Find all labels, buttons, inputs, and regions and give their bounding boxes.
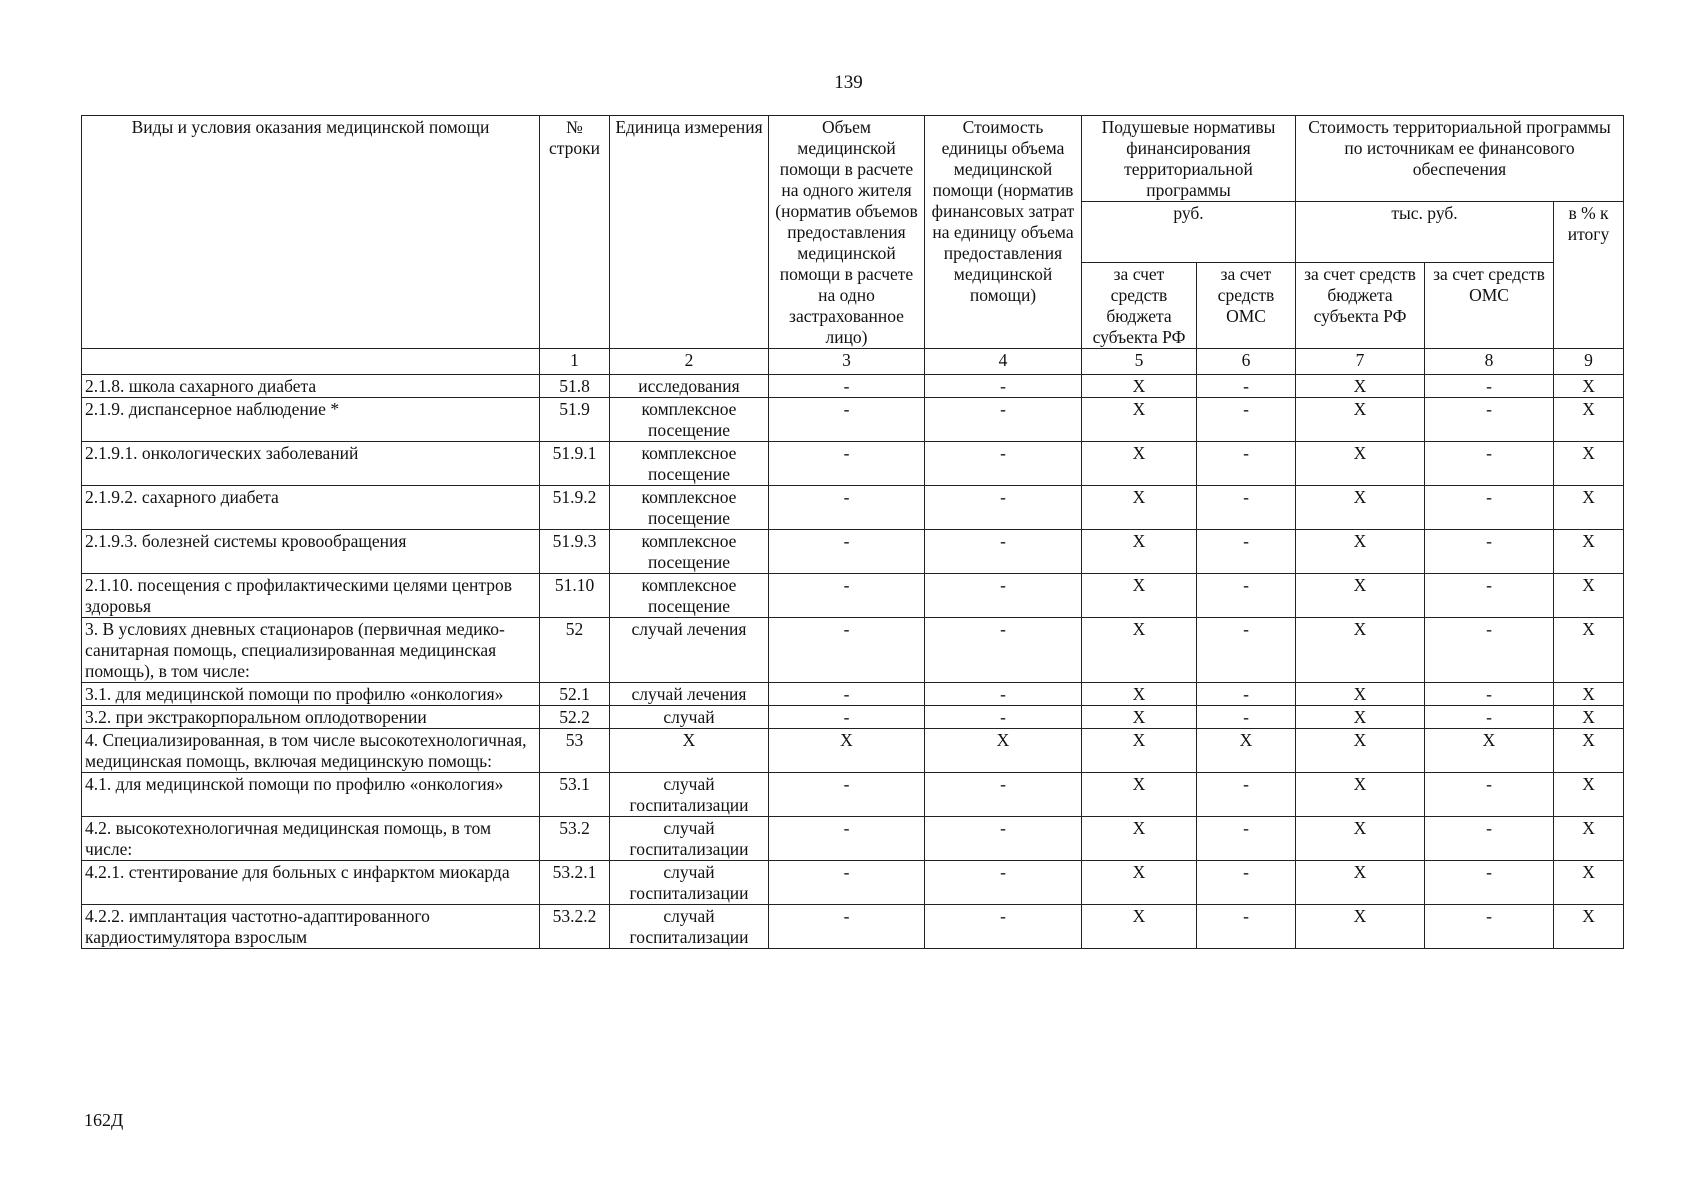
row-col6: - xyxy=(1197,375,1296,398)
row-col4: - xyxy=(925,773,1082,817)
header-per-capita: Подушевые нормативы финансирования территориальной программы xyxy=(1082,116,1296,202)
row-col4: X xyxy=(925,729,1082,773)
row-col8: - xyxy=(1425,618,1554,683)
header-kind: Виды и условия оказания медицинской помощи xyxy=(82,116,540,349)
row-col4: - xyxy=(925,618,1082,683)
row-col5: X xyxy=(1082,398,1197,442)
row-col4: - xyxy=(925,574,1082,618)
header-unit: Единица измерения xyxy=(610,116,769,349)
row-col8: - xyxy=(1425,817,1554,861)
row-col7: X xyxy=(1296,905,1425,949)
table-row xyxy=(82,905,1624,949)
row-col3: - xyxy=(769,375,925,398)
row-col6: - xyxy=(1197,442,1296,486)
row-col3: - xyxy=(769,817,925,861)
row-unit: комплексное посещение xyxy=(610,574,769,618)
row-unit: случай xyxy=(610,706,769,729)
row-unit: случай лечения xyxy=(610,683,769,706)
row-col5: X xyxy=(1082,861,1197,905)
row-name: 2.1.9.1. онкологических заболеваний xyxy=(82,442,540,486)
row-name: 3. В условиях дневных стационаров (первичная медико-санитарная помощь, специализированная медицинская помощь), в том числе: xyxy=(82,618,540,683)
row-unit: случай госпитализации xyxy=(610,773,769,817)
row-unit: комплексное посещение xyxy=(610,442,769,486)
row-col4: - xyxy=(925,683,1082,706)
row-name: 2.1.8. школа сахарного диабета xyxy=(82,375,540,398)
row-col3: - xyxy=(769,773,925,817)
row-col7: X xyxy=(1296,486,1425,530)
row-col8: - xyxy=(1425,683,1554,706)
row-col4: - xyxy=(925,375,1082,398)
row-col6: X xyxy=(1197,729,1296,773)
header-program-cost: Стоимость территориальной программы по источникам ее финансового обеспечения xyxy=(1296,116,1624,202)
row-col5: X xyxy=(1082,442,1197,486)
row-number: 52 xyxy=(540,618,610,683)
row-col7: X xyxy=(1296,773,1425,817)
row-col6: - xyxy=(1197,618,1296,683)
row-col5: X xyxy=(1082,773,1197,817)
page-number: 139 xyxy=(834,72,863,93)
row-number: 53 xyxy=(540,729,610,773)
row-col6: - xyxy=(1197,398,1296,442)
row-col3: - xyxy=(769,574,925,618)
header-oms-6: за счет средств ОМС xyxy=(1197,263,1296,349)
row-col5: X xyxy=(1082,729,1197,773)
row-unit: случай лечения xyxy=(610,618,769,683)
row-number: 53.2 xyxy=(540,817,610,861)
row-col6: - xyxy=(1197,530,1296,574)
row-col6: - xyxy=(1197,683,1296,706)
row-unit: случай госпитализации xyxy=(610,817,769,861)
row-col9: X xyxy=(1554,729,1624,773)
table-row xyxy=(82,486,1624,530)
row-col3: - xyxy=(769,905,925,949)
table-row xyxy=(82,773,1624,817)
row-col8: - xyxy=(1425,574,1554,618)
header-cost: Стоимость единицы объема медицинской помощи (норматив финансовых затрат на единицу объема предоставления медицинской помощи) xyxy=(925,116,1082,349)
row-col6: - xyxy=(1197,817,1296,861)
row-col8: - xyxy=(1425,905,1554,949)
table-row xyxy=(82,618,1624,683)
row-col3: - xyxy=(769,618,925,683)
header-thous-rub: тыс. руб. xyxy=(1296,202,1554,263)
row-col4: - xyxy=(925,817,1082,861)
row-name: 2.1.9.3. болезней системы кровообращения xyxy=(82,530,540,574)
row-col3: - xyxy=(769,706,925,729)
row-col4: - xyxy=(925,706,1082,729)
table-row xyxy=(82,530,1624,574)
row-col6: - xyxy=(1197,486,1296,530)
row-number: 51.9 xyxy=(540,398,610,442)
row-col4: - xyxy=(925,486,1082,530)
row-col9: X xyxy=(1554,442,1624,486)
row-col5: X xyxy=(1082,618,1197,683)
column-number: 2 xyxy=(610,349,769,375)
header-percent-total: в % к итогу xyxy=(1554,202,1624,349)
row-col9: X xyxy=(1554,486,1624,530)
row-col6: - xyxy=(1197,706,1296,729)
row-col5: X xyxy=(1082,683,1197,706)
table-row xyxy=(82,729,1624,773)
row-name: 4.2. высокотехнологичная медицинская помощь, в том числе: xyxy=(82,817,540,861)
row-col8: X xyxy=(1425,729,1554,773)
row-col3: - xyxy=(769,398,925,442)
column-numbers-row xyxy=(82,349,1624,375)
table-row xyxy=(82,817,1624,861)
row-col6: - xyxy=(1197,861,1296,905)
column-number xyxy=(82,349,540,375)
row-name: 3.1. для медицинской помощи по профилю «онкология» xyxy=(82,683,540,706)
row-col9: X xyxy=(1554,618,1624,683)
row-col5: X xyxy=(1082,706,1197,729)
row-col5: X xyxy=(1082,530,1197,574)
row-col9: X xyxy=(1554,574,1624,618)
row-col8: - xyxy=(1425,486,1554,530)
row-name: 4.1. для медицинской помощи по профилю «онкология» xyxy=(82,773,540,817)
row-col9: X xyxy=(1554,683,1624,706)
row-col3: - xyxy=(769,530,925,574)
row-col5: X xyxy=(1082,905,1197,949)
table-row xyxy=(82,706,1624,729)
row-col3: X xyxy=(769,729,925,773)
row-col8: - xyxy=(1425,773,1554,817)
column-number: 3 xyxy=(769,349,925,375)
row-col5: X xyxy=(1082,375,1197,398)
table-row xyxy=(82,861,1624,905)
row-number: 53.2.2 xyxy=(540,905,610,949)
row-col7: X xyxy=(1296,398,1425,442)
header-rub: руб. xyxy=(1082,202,1296,263)
row-col7: X xyxy=(1296,442,1425,486)
header-oms-8: за счет средств ОМС xyxy=(1425,263,1554,349)
row-name: 3.2. при экстракорпоральном оплодотворении xyxy=(82,706,540,729)
row-col4: - xyxy=(925,398,1082,442)
row-col5: X xyxy=(1082,486,1197,530)
row-col9: X xyxy=(1554,861,1624,905)
row-number: 51.9.2 xyxy=(540,486,610,530)
row-number: 51.9.3 xyxy=(540,530,610,574)
table-row xyxy=(82,375,1624,398)
header-volume: Объем медицинской помощи в расчете на одного жителя (норматив объемов предоставления медицинской помощи в расчете на одно застрахованное лицо) xyxy=(769,116,925,349)
row-unit: комплексное посещение xyxy=(610,486,769,530)
row-number: 53.2.1 xyxy=(540,861,610,905)
column-number: 7 xyxy=(1296,349,1425,375)
column-number: 9 xyxy=(1554,349,1624,375)
header-budget-7: за счет средств бюджета субъекта РФ xyxy=(1296,263,1425,349)
row-col8: - xyxy=(1425,530,1554,574)
row-col3: - xyxy=(769,442,925,486)
column-number: 8 xyxy=(1425,349,1554,375)
row-col9: X xyxy=(1554,375,1624,398)
column-number: 4 xyxy=(925,349,1082,375)
row-col9: X xyxy=(1554,817,1624,861)
column-number: 5 xyxy=(1082,349,1197,375)
row-col4: - xyxy=(925,442,1082,486)
row-col7: X xyxy=(1296,861,1425,905)
row-number: 52.1 xyxy=(540,683,610,706)
row-col7: X xyxy=(1296,375,1425,398)
column-number: 1 xyxy=(540,349,610,375)
row-name: 2.1.10. посещения с профилактическими целями центров здоровья xyxy=(82,574,540,618)
column-number: 6 xyxy=(1197,349,1296,375)
row-col3: - xyxy=(769,486,925,530)
row-number: 51.10 xyxy=(540,574,610,618)
row-col6: - xyxy=(1197,905,1296,949)
row-col4: - xyxy=(925,905,1082,949)
row-col8: - xyxy=(1425,398,1554,442)
row-col9: X xyxy=(1554,905,1624,949)
row-name: 4.2.2. имплантация частотно-адаптированного кардиостимулятора взрослым xyxy=(82,905,540,949)
row-col7: X xyxy=(1296,574,1425,618)
medical-care-table xyxy=(81,115,1624,949)
row-col9: X xyxy=(1554,398,1624,442)
document-code: 162Д xyxy=(84,1110,124,1130)
row-col5: X xyxy=(1082,574,1197,618)
row-col6: - xyxy=(1197,773,1296,817)
row-col8: - xyxy=(1425,442,1554,486)
row-name: 4.2.1. стентирование для больных с инфарктом миокарда xyxy=(82,861,540,905)
row-unit: случай госпитализации xyxy=(610,861,769,905)
table-row xyxy=(82,574,1624,618)
row-number: 52.2 xyxy=(540,706,610,729)
row-number: 53.1 xyxy=(540,773,610,817)
row-name: 2.1.9.2. сахарного диабета xyxy=(82,486,540,530)
table-row xyxy=(82,683,1624,706)
table-row xyxy=(82,442,1624,486)
row-col7: X xyxy=(1296,729,1425,773)
row-col7: X xyxy=(1296,683,1425,706)
row-col3: - xyxy=(769,861,925,905)
row-unit: исследования xyxy=(610,375,769,398)
row-col7: X xyxy=(1296,530,1425,574)
row-col7: X xyxy=(1296,706,1425,729)
row-unit: комплексное посещение xyxy=(610,530,769,574)
row-number: 51.8 xyxy=(540,375,610,398)
row-col8: - xyxy=(1425,375,1554,398)
row-unit: случай госпитализации xyxy=(610,905,769,949)
row-col9: X xyxy=(1554,706,1624,729)
row-col3: - xyxy=(769,683,925,706)
table-row xyxy=(82,398,1624,442)
row-number: 51.9.1 xyxy=(540,442,610,486)
row-col5: X xyxy=(1082,817,1197,861)
row-col4: - xyxy=(925,861,1082,905)
row-col7: X xyxy=(1296,618,1425,683)
header-budget-5: за счет средств бюджета субъекта РФ xyxy=(1082,263,1197,349)
row-col8: - xyxy=(1425,861,1554,905)
row-col7: X xyxy=(1296,817,1425,861)
row-name: 4. Специализированная, в том числе высокотехнологичная, медицинская помощь, включая медицинскую помощь: xyxy=(82,729,540,773)
row-col9: X xyxy=(1554,773,1624,817)
row-col9: X xyxy=(1554,530,1624,574)
header-row-no: № строки xyxy=(540,116,610,349)
row-name: 2.1.9. диспансерное наблюдение * xyxy=(82,398,540,442)
row-col4: - xyxy=(925,530,1082,574)
row-col6: - xyxy=(1197,574,1296,618)
row-col8: - xyxy=(1425,706,1554,729)
row-unit: комплексное посещение xyxy=(610,398,769,442)
row-unit: X xyxy=(610,729,769,773)
